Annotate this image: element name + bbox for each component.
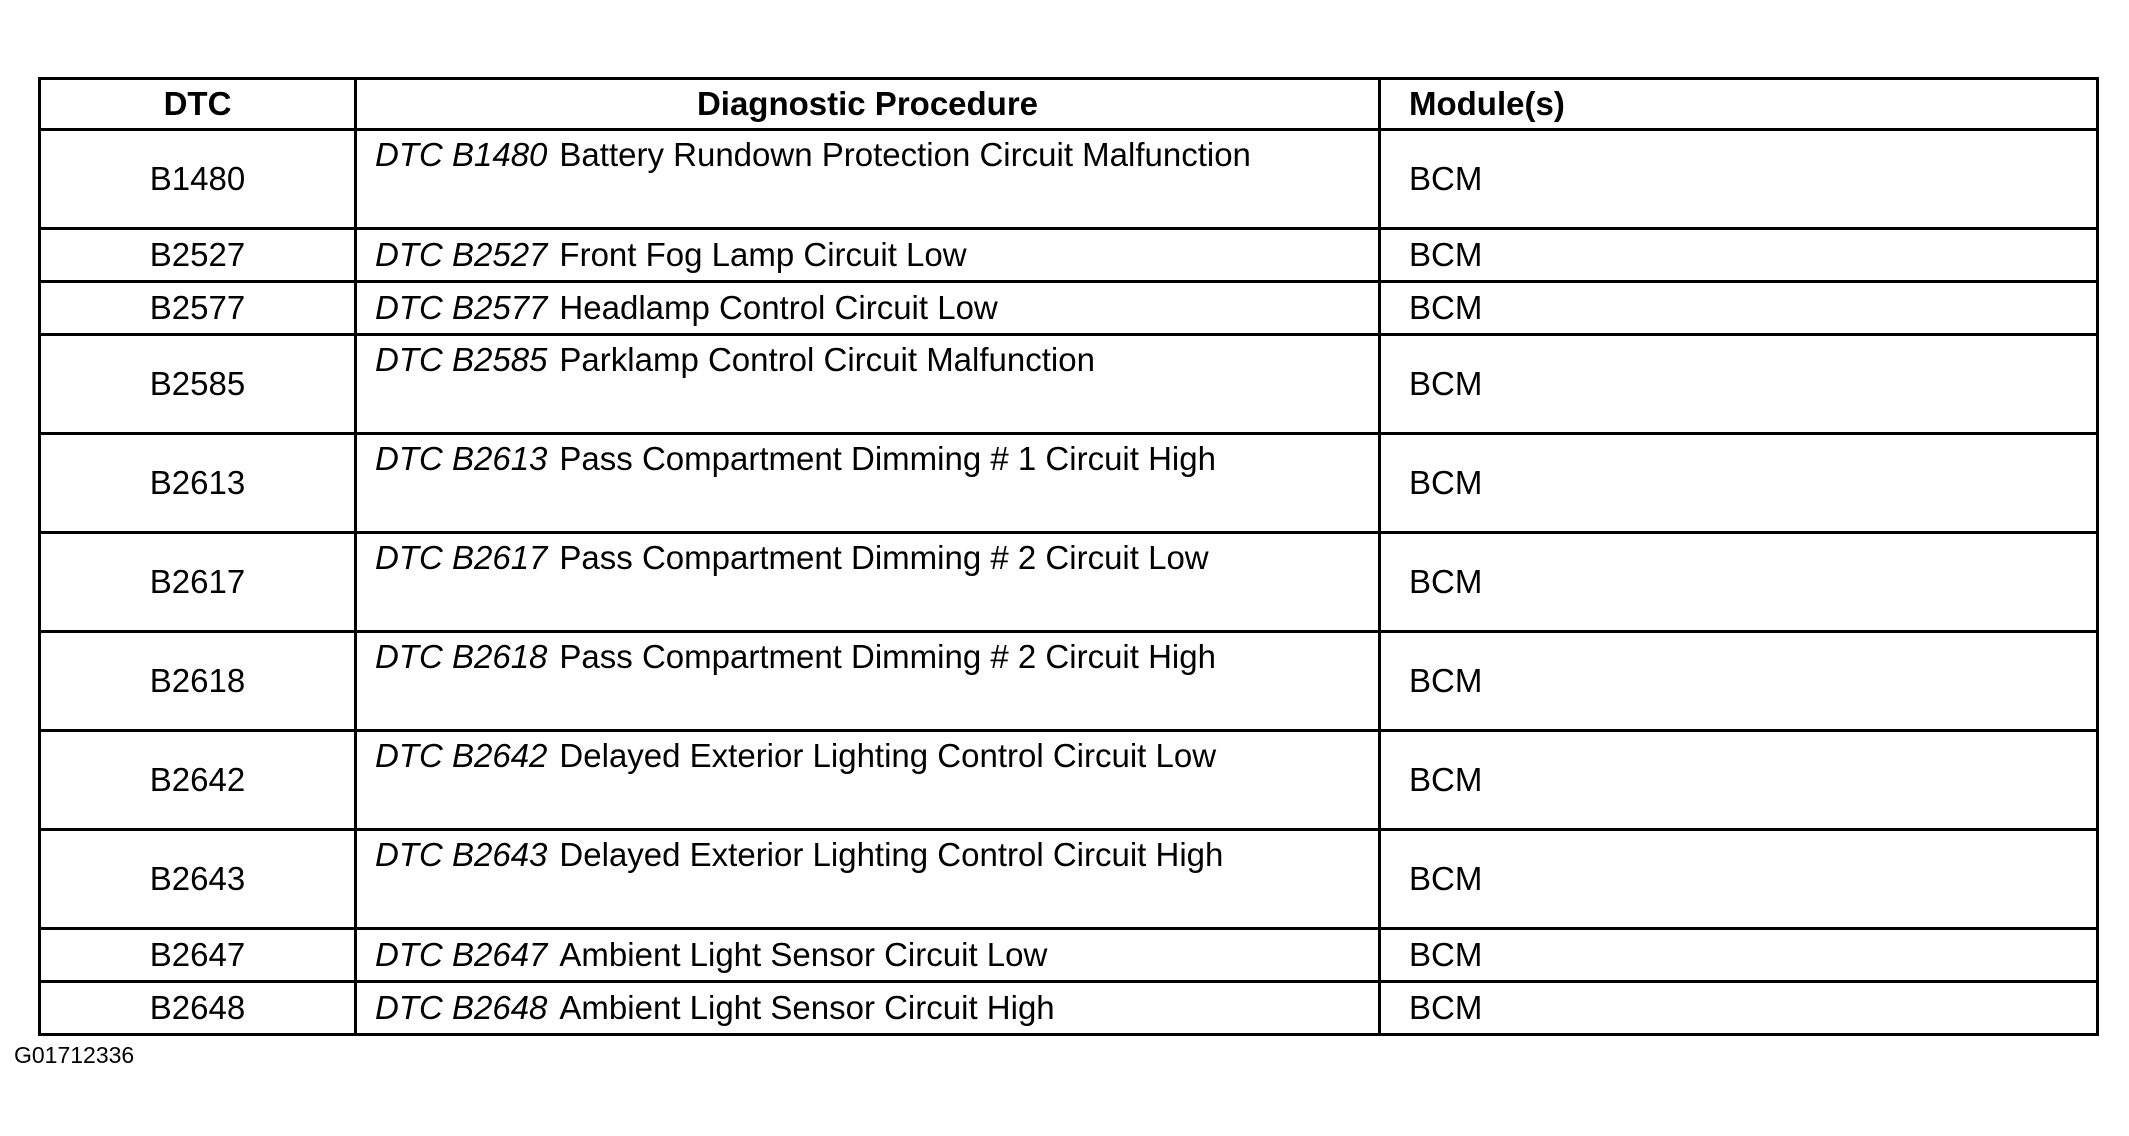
procedure-cell [356, 731, 1380, 830]
module-cell: BCM [1380, 982, 2098, 1035]
procedure-code: DTC B2648 [375, 988, 548, 1026]
procedure-code: DTC B2613 [375, 440, 548, 477]
table-row [40, 632, 2098, 731]
module-cell: BCM [1380, 830, 2098, 929]
dtc-cell: B2618 [40, 632, 356, 731]
module-cell: BCM [1380, 632, 2098, 731]
procedure-cell [356, 929, 1380, 982]
procedure-description: Pass Compartment Dimming # 2 Circuit High [559, 638, 1216, 675]
procedure-code: DTC B2618 [375, 638, 548, 675]
column-header-modules: Module(s) [1380, 79, 2098, 130]
procedure-code: DTC B2585 [375, 341, 548, 378]
module-cell: BCM [1380, 434, 2098, 533]
table-row [40, 229, 2098, 282]
procedure-cell [356, 282, 1380, 335]
procedure-description: Parklamp Control Circuit Malfunction [559, 341, 1095, 378]
procedure-description: Pass Compartment Dimming # 1 Circuit High [559, 440, 1216, 477]
procedure-code: DTC B2643 [375, 836, 548, 873]
dtc-cell: B2647 [40, 929, 356, 982]
column-header-dtc: DTC [40, 79, 356, 130]
table-row [40, 830, 2098, 929]
procedure-cell [356, 830, 1380, 929]
procedure-cell [356, 229, 1380, 282]
table-row [40, 929, 2098, 982]
table-row [40, 533, 2098, 632]
procedure-code: DTC B2647 [375, 935, 548, 973]
dtc-cell: B2577 [40, 282, 356, 335]
dtc-cell: B2648 [40, 982, 356, 1035]
module-cell: BCM [1380, 731, 2098, 830]
procedure-description: Headlamp Control Circuit Low [559, 288, 998, 326]
procedure-code: DTC B2527 [375, 235, 548, 273]
module-cell: BCM [1380, 282, 2098, 335]
procedure-code: DTC B2642 [375, 737, 548, 774]
procedure-cell [356, 533, 1380, 632]
module-cell: BCM [1380, 229, 2098, 282]
module-cell: BCM [1380, 130, 2098, 229]
dtc-cell: B2613 [40, 434, 356, 533]
procedure-cell [356, 130, 1380, 229]
procedure-code: DTC B2577 [375, 288, 548, 326]
procedure-description: Front Fog Lamp Circuit Low [559, 235, 967, 273]
dtc-cell: B2643 [40, 830, 356, 929]
procedure-description: Ambient Light Sensor Circuit Low [559, 935, 1048, 973]
procedure-code: DTC B1480 [375, 136, 548, 173]
table-row [40, 731, 2098, 830]
procedure-description: Delayed Exterior Lighting Control Circuit High [559, 836, 1224, 873]
module-cell: BCM [1380, 335, 2098, 434]
table-header-row [40, 79, 2098, 130]
procedure-cell [356, 434, 1380, 533]
column-header-procedure: Diagnostic Procedure [356, 79, 1380, 130]
table-row [40, 434, 2098, 533]
dtc-table [38, 77, 2099, 1036]
procedure-cell [356, 335, 1380, 434]
table-row [40, 335, 2098, 434]
module-cell: BCM [1380, 533, 2098, 632]
procedure-description: Ambient Light Sensor Circuit High [559, 988, 1055, 1026]
table-row [40, 130, 2098, 229]
table-row [40, 982, 2098, 1035]
dtc-cell: B2527 [40, 229, 356, 282]
procedure-description: Battery Rundown Protection Circuit Malfunction [559, 136, 1251, 173]
procedure-cell [356, 632, 1380, 731]
procedure-code: DTC B2617 [375, 539, 548, 576]
dtc-cell: B2617 [40, 533, 356, 632]
module-cell: BCM [1380, 929, 2098, 982]
dtc-cell: B1480 [40, 130, 356, 229]
procedure-description: Delayed Exterior Lighting Control Circuit Low [559, 737, 1217, 774]
dtc-cell: B2642 [40, 731, 356, 830]
table-row [40, 282, 2098, 335]
dtc-cell: B2585 [40, 335, 356, 434]
procedure-cell [356, 982, 1380, 1035]
figure-id: G01712336 [14, 1042, 135, 1068]
procedure-description: Pass Compartment Dimming # 2 Circuit Low [559, 539, 1209, 576]
